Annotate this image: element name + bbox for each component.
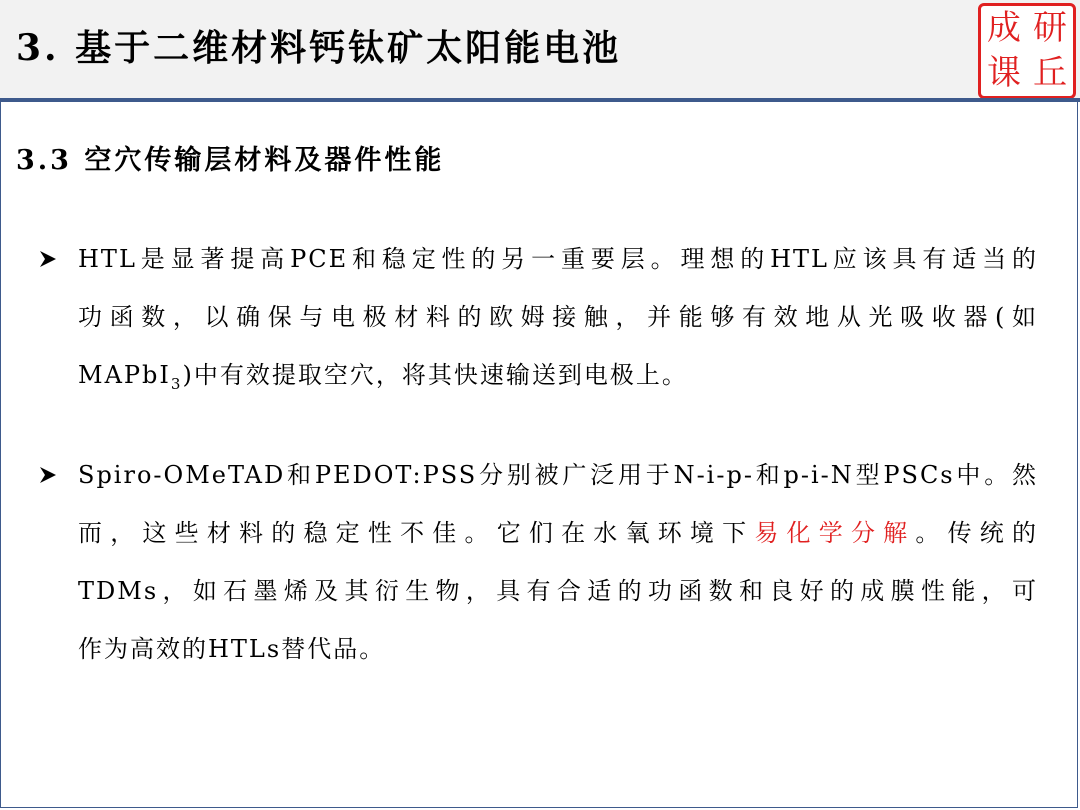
bullet-text: [78, 446, 1038, 678]
arrow-bullet-icon: [36, 450, 62, 500]
bullet-line: [78, 504, 1038, 562]
line-text: )中有效提取空穴，将其快速输送到电极上。: [182, 361, 688, 389]
bullet-line: HTL是显著提高PCE和稳定性的另一重要层。理想的HTL应该具有适当的: [78, 245, 1038, 273]
seal-char-2: 研: [1033, 8, 1067, 48]
arrow-bullet-icon: [36, 234, 62, 284]
slide-title: 3. 基于二维材料钙钛矿太阳能电池: [16, 27, 622, 69]
bullet-line: 作为高效的HTLs替代品。: [78, 635, 386, 663]
bullet-line: TDMs，如石墨烯及其衍生物，具有合适的功函数和良好的成膜性能，可: [78, 577, 1038, 605]
bullet-item-1: [36, 230, 1046, 404]
bullet-line: [78, 346, 1038, 404]
bullet-item-2: [36, 446, 1046, 678]
highlight-text: 易化学分解: [754, 519, 916, 547]
slide-header: [0, 0, 1080, 98]
line-text: 而，这些材料的稳定性不佳。它们在水氧环境下: [78, 519, 755, 547]
section-subtitle: 3.3 空穴传输层材料及器件性能: [16, 145, 445, 176]
bullet-line: Spiro-OMeTAD和PEDOT:PSS分别被广泛用于N-i-p-和p-i-N型PSCs中。然: [78, 461, 1038, 489]
bullet-line: 功函数，以确保与电极材料的欧姆接触，并能够有效地从光吸收器(如: [78, 303, 1038, 331]
seal-char-1: 成: [987, 8, 1021, 48]
header-divider: [0, 98, 1080, 102]
formula-subscript: 3: [170, 374, 183, 393]
formula-text: MAPbI: [78, 361, 171, 389]
line-text: 。传统的: [915, 519, 1039, 547]
bullet-text: [78, 230, 1038, 404]
seal-char-3: 课: [987, 53, 1021, 93]
seal-logo: [978, 3, 1076, 99]
seal-char-4: 丘: [1033, 53, 1067, 93]
